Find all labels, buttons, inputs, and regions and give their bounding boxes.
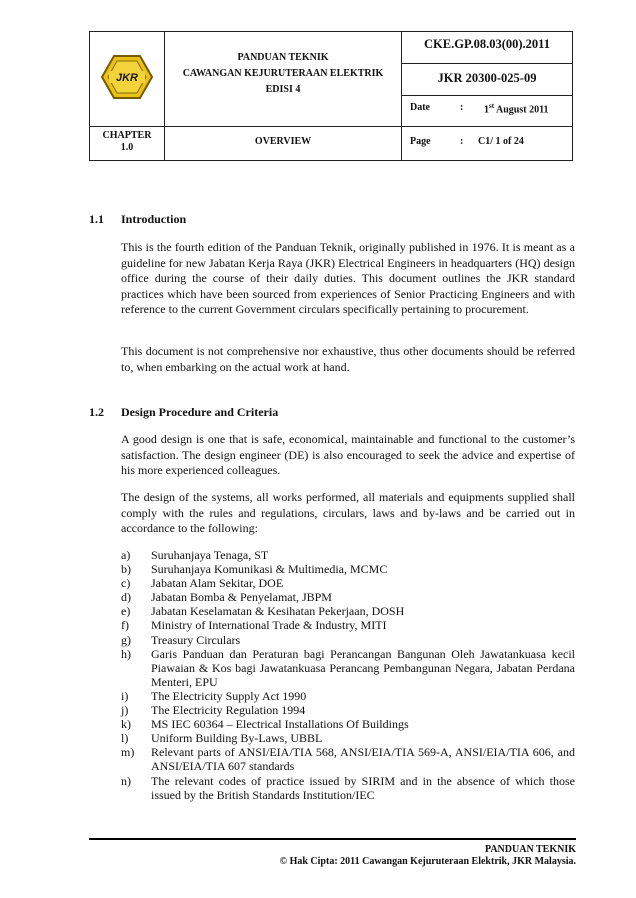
list-marker: m) bbox=[121, 745, 135, 760]
list-text: MS IEC 60364 – Electrical Installations Of Buildings bbox=[151, 717, 409, 732]
section-title: Design Procedure and Criteria bbox=[121, 405, 279, 419]
paragraph: This document is not comprehensive nor exhaustive, thus other documents should be referred to, when embarking on the actual work at hand. bbox=[121, 344, 575, 374]
header-divider bbox=[401, 63, 572, 64]
list-marker: e) bbox=[121, 604, 131, 619]
list-item bbox=[121, 576, 575, 590]
header-divider bbox=[90, 126, 572, 127]
list-item bbox=[121, 604, 575, 618]
list-text: Relevant parts of ANSI/EIA/TIA 568, ANSI/EIA/TIA 569-A, ANSI/EIA/TIA 606, and ANSI/EIA/TIA 607 standards bbox=[151, 745, 575, 774]
list-item bbox=[121, 590, 575, 604]
chapter-cell bbox=[90, 130, 164, 154]
footer-title: PANDUAN TEKNIK bbox=[484, 844, 576, 855]
list-marker: n) bbox=[121, 773, 131, 788]
date-label: Date bbox=[410, 102, 430, 113]
list-text: Jabatan Keselamatan & Kesihatan Pekerjaan, DOSH bbox=[151, 604, 405, 619]
footer-copyright: © Hak Cipta: 2011 Cawangan Kejuruteraan Elektrik, JKR Malaysia. bbox=[279, 856, 576, 867]
list-marker: h) bbox=[121, 646, 131, 661]
logo-text: JKR bbox=[115, 72, 139, 84]
footer-rule bbox=[89, 838, 576, 840]
list-marker: j) bbox=[121, 703, 129, 718]
page-colon: : bbox=[460, 136, 464, 147]
chapter-label: CHAPTER bbox=[102, 130, 152, 141]
list-marker: f) bbox=[121, 618, 129, 633]
jkr-logo bbox=[100, 54, 154, 100]
date-rest: August 2011 bbox=[494, 104, 549, 116]
section-number: 1.2 bbox=[89, 405, 104, 419]
list-marker: d) bbox=[121, 590, 131, 605]
header-divider bbox=[401, 95, 572, 96]
compliance-list bbox=[121, 548, 575, 802]
page-label: Page bbox=[410, 136, 431, 147]
list-item bbox=[121, 731, 575, 745]
list-item bbox=[121, 689, 575, 703]
header-title-line: EDISI 4 bbox=[265, 84, 301, 95]
list-marker: a) bbox=[121, 548, 131, 562]
header-title-line: CAWANGAN KEJURUTERAAN ELEKTRIK bbox=[182, 68, 384, 79]
chapter-number: 1.0 bbox=[120, 142, 134, 153]
list-text: Ministry of International Trade & Industry, MITI bbox=[151, 618, 387, 633]
list-item bbox=[121, 618, 575, 632]
document-header bbox=[89, 31, 573, 161]
header-title-line: PANDUAN TEKNIK bbox=[237, 52, 329, 63]
section-title: Introduction bbox=[121, 212, 187, 226]
list-item bbox=[121, 647, 575, 689]
list-item bbox=[121, 745, 575, 773]
list-text: The Electricity Regulation 1994 bbox=[151, 703, 306, 718]
list-marker: c) bbox=[121, 576, 131, 591]
list-marker: k) bbox=[121, 717, 131, 732]
list-marker: b) bbox=[121, 562, 131, 577]
paragraph: A good design is one that is safe, economical, maintainable and functional to the customer’s satisfaction. The design engineer (DE) is also encouraged to seek the advice and expertise of his more experienced colleagues. bbox=[121, 432, 575, 478]
paragraph: The design of the systems, all works performed, all materials and equipments supplied shall comply with the rules and regulations, circulars, laws and by-laws and be carried out in accordance to the following: bbox=[121, 490, 575, 536]
list-text: The relevant codes of practice issued by SIRIM and in the absence of which those issued by the British Standards Institution/IEC bbox=[151, 773, 575, 802]
list-item bbox=[121, 774, 575, 802]
date-value bbox=[484, 102, 549, 115]
list-marker: g) bbox=[121, 632, 131, 647]
date-suffix: st bbox=[489, 102, 495, 110]
list-text: Garis Panduan dan Peraturan bagi Perancangan Bangunan Oleh Jawatankuasa kecil Piawaian & Kos bagi Jawatankuasa Perancang Pembangunan Negara, Jabatan Perdana Menteri, EPU bbox=[151, 646, 575, 689]
list-marker: l) bbox=[121, 731, 129, 746]
header-title bbox=[165, 50, 401, 98]
list-text: Uniform Building By-Laws, UBBL bbox=[151, 731, 323, 746]
paragraph: This is the fourth edition of the Panduan Teknik, originally published in 1976. It is meant as a guideline for new Jabatan Kerja Raya (JKR) Electrical Engineers in headquarters (HQ) design office during the course of their daily duties. This document outlines the JKR standard practices which have been sourced from experiences of Senior Practicing Engineers and with reference to the current Government circulars specifically pertaining to procurement. bbox=[121, 240, 575, 317]
chapter-title: OVERVIEW bbox=[254, 136, 312, 147]
list-item bbox=[121, 633, 575, 647]
list-marker: i) bbox=[121, 688, 129, 703]
list-text: Jabatan Bomba & Penyelamat, JBPM bbox=[151, 590, 332, 605]
list-text: The Electricity Supply Act 1990 bbox=[151, 688, 307, 703]
list-item bbox=[121, 703, 575, 717]
list-text: Jabatan Alam Sekitar, DOE bbox=[151, 576, 284, 591]
list-item bbox=[121, 548, 575, 562]
list-item bbox=[121, 562, 575, 576]
jkr-code: JKR 20300-025-09 bbox=[437, 71, 537, 85]
section-number: 1.1 bbox=[89, 212, 104, 226]
date-colon: : bbox=[460, 102, 464, 113]
list-text: Suruhanjaya Komunikasi & Multimedia, MCMC bbox=[151, 562, 388, 577]
list-text: Treasury Circulars bbox=[151, 632, 241, 647]
document-code: CKE.GP.08.03(00).2011 bbox=[424, 37, 550, 51]
date-day: 1 bbox=[484, 104, 489, 116]
list-item bbox=[121, 717, 575, 731]
page-number: C1/ 1 of 24 bbox=[478, 136, 524, 147]
list-text: Suruhanjaya Tenaga, ST bbox=[151, 548, 269, 562]
